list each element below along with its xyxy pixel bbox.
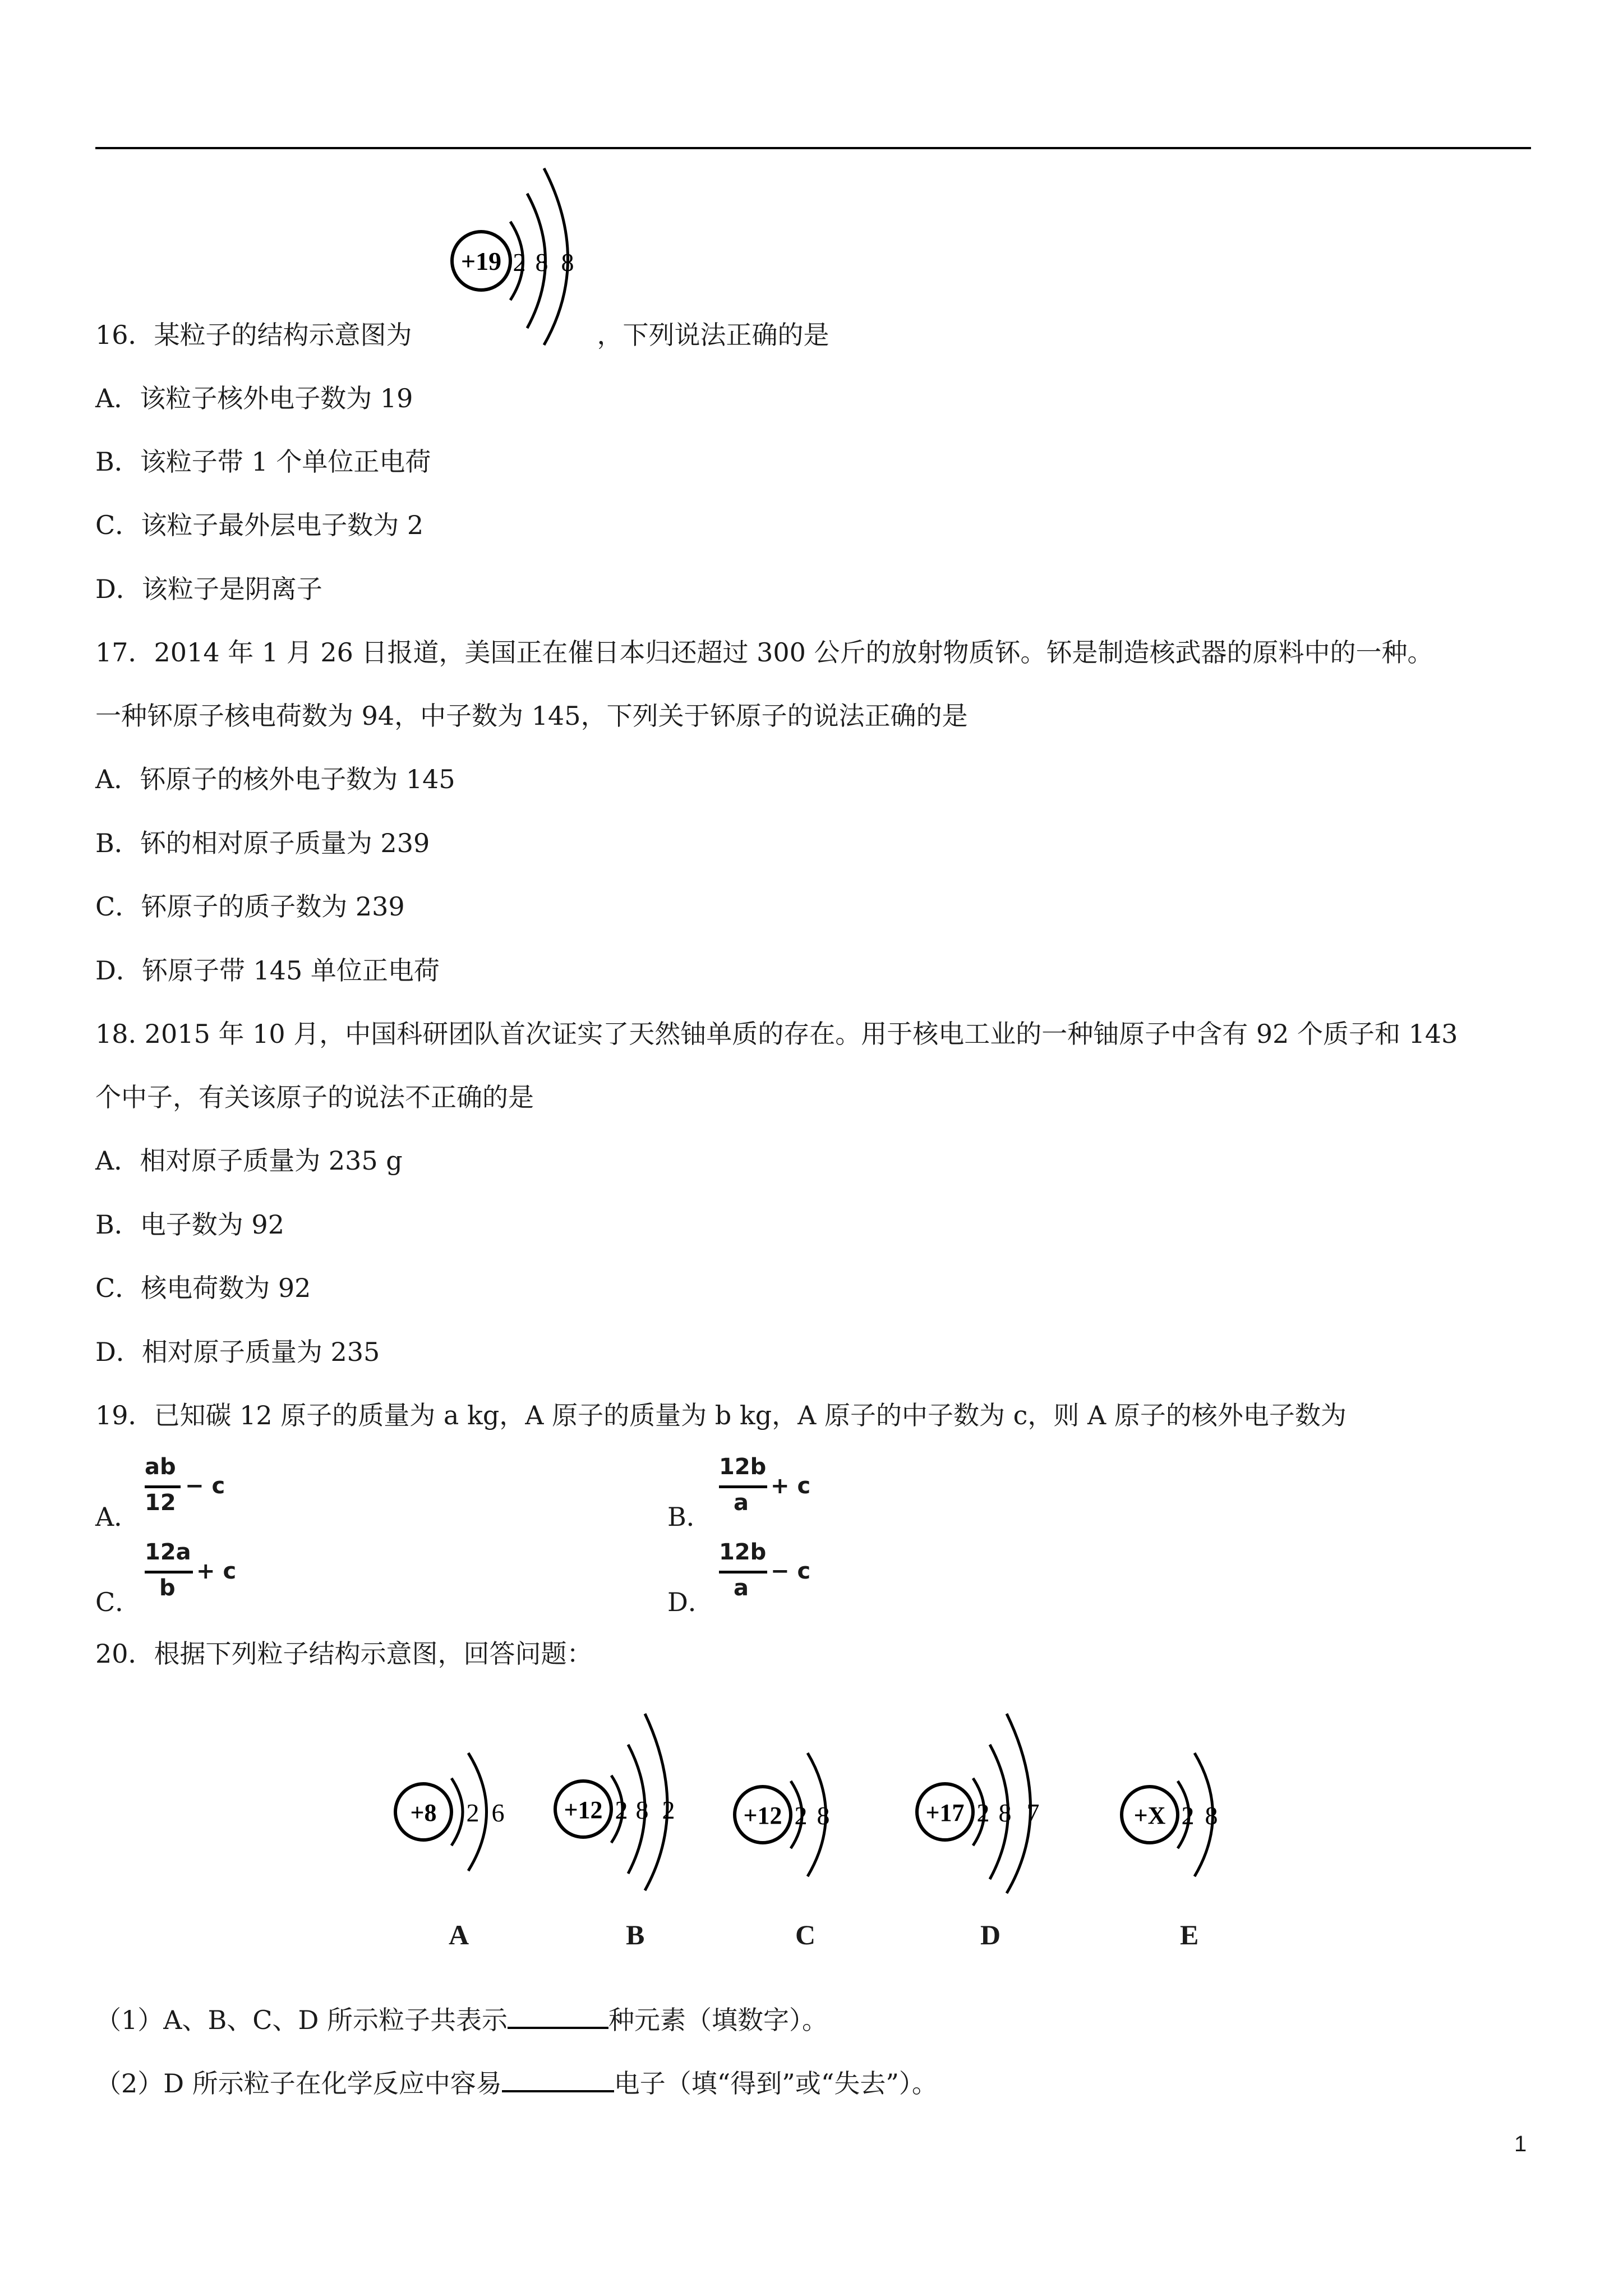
q20-sub1-answer-blank[interactable] (508, 2000, 608, 2029)
q18-option-d: D．相对原子质量为 235 (95, 1337, 380, 1367)
q20-b-shell-2: 8 (635, 1796, 649, 1824)
q20-label-a: A (449, 1919, 469, 1950)
q18-stem-line2: 个中子，有关该原子的说法不正确的是 (95, 1082, 534, 1112)
q19-option-a-bar (145, 1485, 181, 1488)
header-rule (95, 147, 1531, 149)
q20-a-shell-1: 2 (466, 1798, 479, 1827)
q20-c-shell-1: 2 (794, 1801, 808, 1830)
q20-a-shell-2: 6 (491, 1798, 505, 1827)
q20-sub2-answer-blank[interactable] (502, 2063, 614, 2092)
q19-stem: 19．已知碳 12 原子的质量为 a kg，A 原子的质量为 b kg，A 原子的中子数为 c，则 A 原子的核外电子数为 (95, 1400, 1347, 1430)
q16-option-a: A．该粒子核外电子数为 19 (95, 383, 413, 413)
q17-option-b: B．钚的相对原子质量为 239 (95, 828, 430, 858)
q20-diagrams (370, 1700, 1301, 1896)
q18-option-c: C．核电荷数为 92 (95, 1273, 311, 1303)
q20-b-shell-3: 2 (662, 1796, 675, 1824)
q18-option-a: A．相对原子质量为 235 g (95, 1145, 403, 1176)
q16-stem-after: ，下列说法正确的是 (597, 320, 829, 350)
q20-label-b: B (626, 1919, 645, 1950)
q19-option-c-denominator: b (159, 1575, 176, 1601)
q19-option-d-letter: D． (667, 1587, 714, 1617)
q16-shell-3: 8 (561, 248, 574, 277)
q20-sub1-after: 种元素（填数字）。 (608, 2005, 828, 2035)
q20-d-shell-3: 7 (1026, 1798, 1040, 1827)
q19-option-d-tail: − c (771, 1558, 811, 1584)
q16-nucleus-text: +19 (460, 247, 502, 275)
q16-stem-before: 16．某粒子的结构示意图为 (95, 320, 412, 350)
q19-option-d-numerator: 12b (719, 1539, 767, 1565)
q20-label-e: E (1180, 1919, 1199, 1950)
q19-option-a-numerator: ab (145, 1454, 176, 1480)
q19-option-b-numerator: 12b (719, 1454, 767, 1480)
q20-stem: 20．根据下列粒子结构示意图，回答问题： (95, 1639, 593, 1669)
q17-option-c: C．钚原子的质子数为 239 (95, 891, 405, 922)
q20-d-nucleus: +17 (925, 1799, 965, 1826)
q20-d-shell-2: 8 (998, 1798, 1012, 1827)
q20-e-nucleus: +X (1133, 1802, 1166, 1829)
q20-sub1-before: （1）A、B、C、D 所示粒子共表示 (95, 2005, 508, 2035)
q20-d-shell-1: 2 (976, 1798, 990, 1827)
q20-b-nucleus: +12 (564, 1796, 603, 1824)
q16-option-b: B．该粒子带 1 个单位正电荷 (95, 447, 431, 477)
q20-b-shell-1: 2 (615, 1796, 628, 1824)
q20-c-shell-2: 8 (817, 1801, 830, 1830)
q17-option-d: D．钚原子带 145 单位正电荷 (95, 955, 440, 986)
q16-stem (95, 318, 829, 352)
q19-option-a-letter: A． (95, 1502, 140, 1532)
q20-diagram-b (555, 1714, 675, 1890)
q19-option-d-bar (719, 1571, 767, 1573)
q19-option-b-denominator: a (734, 1490, 749, 1516)
q18-option-b: B．电子数为 92 (95, 1209, 284, 1240)
q20-label-c: C (795, 1919, 816, 1950)
q19-option-b-tail: + c (771, 1473, 811, 1499)
q20-diagram-c (735, 1753, 830, 1876)
q18-stem-line1: 18. 2015 年 10 月，中国科研团队首次证实了天然铀单质的存在。用于核电工业的一种铀原子中含有 92 个质子和 143 (95, 1019, 1458, 1049)
q16-option-c: C．该粒子最外层电子数为 2 (95, 510, 424, 540)
q16-shell-1: 2 (513, 248, 526, 277)
q16-shell-2: 8 (535, 248, 548, 277)
page-number: 1 (1514, 2132, 1527, 2156)
q20-e-shell-2: 8 (1205, 1801, 1218, 1830)
q19-option-b-letter: B． (667, 1502, 712, 1532)
q19-option-c-tail: + c (196, 1558, 237, 1584)
q20-label-d: D (980, 1919, 1001, 1950)
q20-diagram-a (395, 1753, 505, 1871)
q20-diagram-e (1122, 1753, 1218, 1876)
q20-e-shell-1: 2 (1181, 1801, 1195, 1830)
q16-option-d: D．该粒子是阴离子 (95, 574, 322, 604)
q20-sub2-before: （2）D 所示粒子在化学反应中容易 (95, 2068, 502, 2099)
q19-option-c-bar (145, 1571, 193, 1573)
q17-stem-line2: 一种钚原子核电荷数为 94，中子数为 145，下列关于钚原子的说法正确的是 (95, 701, 968, 731)
q20-c-nucleus: +12 (743, 1802, 782, 1829)
q19-option-c-numerator: 12a (145, 1539, 191, 1565)
q20-sub2 (95, 2063, 938, 2100)
q19-option-d-denominator: a (734, 1575, 749, 1601)
q17-option-a: A．钚原子的核外电子数为 145 (95, 764, 455, 794)
q19-option-a-denominator: 12 (145, 1490, 176, 1516)
q20-diagram-d (917, 1714, 1040, 1893)
q20-a-nucleus: +8 (410, 1799, 437, 1826)
q19-option-c-letter: C． (95, 1587, 141, 1617)
q17-stem-line1: 17．2014 年 1 月 26 日报道，美国正在催日本归还超过 300 公斤的放射物质钚。钚是制造核武器的原料中的一种。 (95, 637, 1433, 668)
q20-sub1 (95, 2000, 828, 2037)
q19-option-a-tail: − c (185, 1473, 225, 1499)
q19-option-b-bar (719, 1485, 767, 1488)
q20-sub2-after: 电子（填“得到”或“失去”）。 (614, 2068, 938, 2099)
